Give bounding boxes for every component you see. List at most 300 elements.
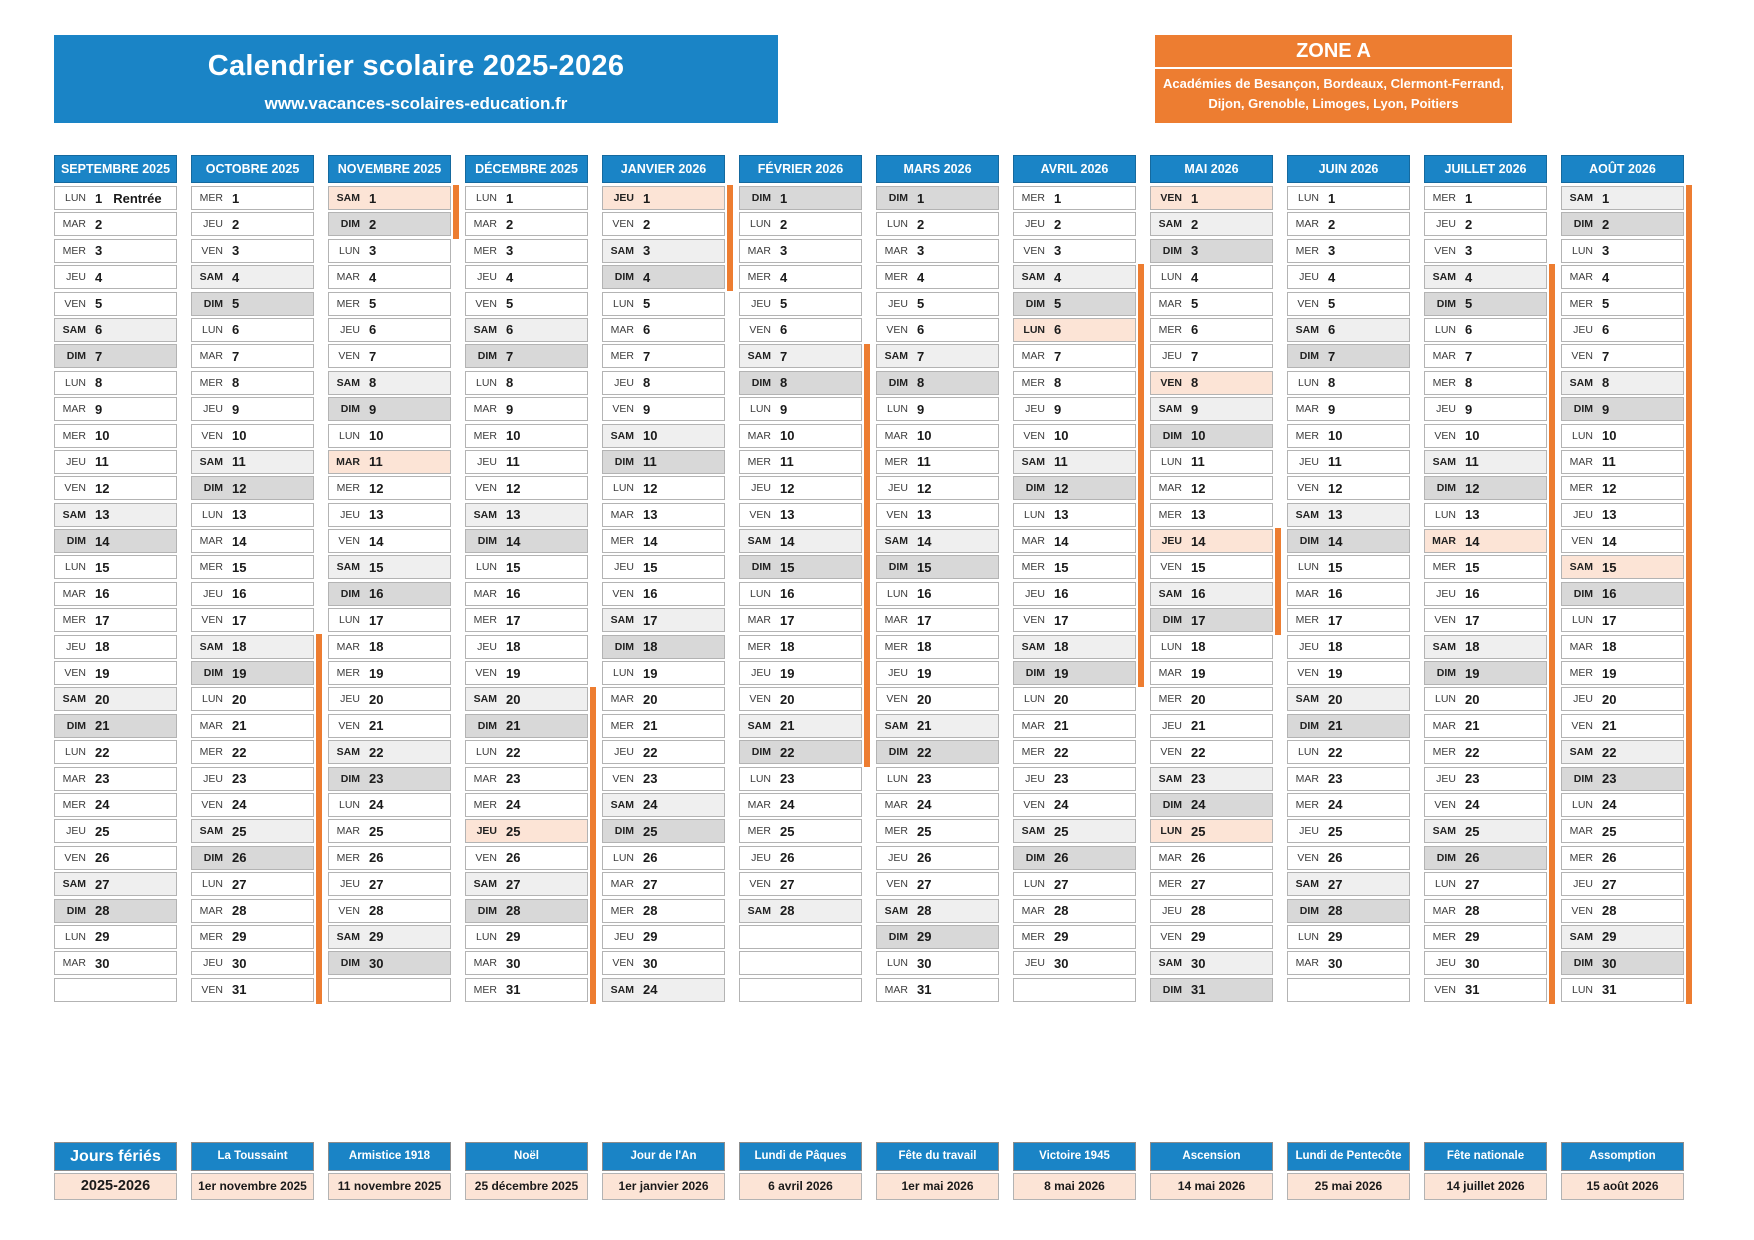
day-number: 17 xyxy=(506,612,521,628)
day-cell xyxy=(602,714,725,738)
day-abbrev: VEN xyxy=(64,667,86,680)
day-abbrev: SAM xyxy=(1432,640,1456,653)
day-number: 1 xyxy=(780,190,788,206)
day-cell xyxy=(1561,186,1684,210)
day-abbrev: MER xyxy=(1158,323,1182,336)
day-cell xyxy=(602,397,725,421)
day-number: 12 xyxy=(506,480,521,496)
day-number: 23 xyxy=(1602,771,1617,787)
day-number: 4 xyxy=(1054,269,1062,285)
day-abbrev: DIM xyxy=(614,455,634,468)
day-cell xyxy=(1561,265,1684,289)
holidays-title-block xyxy=(54,1142,177,1200)
day-abbrev: LUN xyxy=(749,772,771,785)
day-number: 3 xyxy=(1602,243,1610,259)
day-number: 23 xyxy=(1054,771,1069,787)
day-abbrev: MER xyxy=(1158,693,1182,706)
day-cell xyxy=(328,476,451,500)
day-cell xyxy=(328,872,451,896)
day-abbrev: LUN xyxy=(338,614,360,627)
day-abbrev: DIM xyxy=(888,376,908,389)
day-abbrev: MER xyxy=(1021,192,1045,204)
day-cell xyxy=(1013,555,1136,579)
day-abbrev: VEN xyxy=(1434,244,1456,257)
day-abbrev: JEU xyxy=(1162,350,1182,363)
day-number: 1 xyxy=(1465,190,1473,206)
day-cell xyxy=(739,661,862,685)
rentree-note: Rentrée xyxy=(113,190,162,206)
day-cell xyxy=(1287,292,1410,316)
day-abbrev: VEN xyxy=(1160,561,1182,574)
day-number: 5 xyxy=(1328,296,1336,312)
day-abbrev: LUN xyxy=(338,429,360,442)
holiday-date: 25 mai 2026 xyxy=(1287,1173,1410,1200)
month-column xyxy=(328,155,451,1004)
day-number: 15 xyxy=(95,559,110,575)
day-abbrev: LUN xyxy=(1023,508,1045,521)
day-number: 17 xyxy=(917,612,932,628)
day-abbrev: SAM xyxy=(336,561,360,574)
day-cell xyxy=(1287,529,1410,553)
empty-cell xyxy=(1287,978,1410,1002)
holiday-block xyxy=(1424,1142,1547,1200)
day-abbrev: MER xyxy=(199,192,223,204)
day-abbrev: LUN xyxy=(64,746,86,759)
day-cell xyxy=(1150,397,1273,421)
holiday-block xyxy=(876,1142,999,1200)
day-abbrev: MER xyxy=(884,455,908,468)
day-number: 19 xyxy=(1465,665,1480,681)
day-cell xyxy=(1424,555,1547,579)
day-abbrev: MER xyxy=(473,244,497,257)
day-cell xyxy=(1561,714,1684,738)
day-number: 6 xyxy=(95,322,103,338)
day-number: 22 xyxy=(1191,744,1206,760)
day-cell xyxy=(1424,344,1547,368)
day-number: 18 xyxy=(780,639,795,655)
day-cell xyxy=(1150,978,1273,1002)
day-cell xyxy=(191,318,314,342)
holiday-date: 15 août 2026 xyxy=(1561,1173,1684,1200)
day-abbrev: DIM xyxy=(477,535,497,548)
day-number: 29 xyxy=(917,929,932,945)
day-abbrev: DIM xyxy=(614,271,634,284)
day-number: 20 xyxy=(95,691,110,707)
day-cell xyxy=(1424,687,1547,711)
day-number: 6 xyxy=(1328,322,1336,338)
day-abbrev: SAM xyxy=(884,535,908,548)
day-number: 16 xyxy=(917,586,932,602)
day-cell xyxy=(602,687,725,711)
day-abbrev: LUN xyxy=(201,693,223,706)
day-cell xyxy=(602,819,725,843)
day-cell xyxy=(1424,740,1547,764)
day-number: 14 xyxy=(1191,533,1206,549)
day-number: 3 xyxy=(643,243,651,259)
day-number: 1 xyxy=(1602,190,1610,206)
day-cell xyxy=(1150,740,1273,764)
day-cell xyxy=(1013,450,1136,474)
day-abbrev: LUN xyxy=(886,957,908,970)
day-number: 30 xyxy=(95,955,110,971)
day-number: 4 xyxy=(1602,269,1610,285)
day-cell xyxy=(739,503,862,527)
day-abbrev: MAR xyxy=(62,403,86,416)
holiday-name: La Toussaint xyxy=(191,1142,314,1171)
day-cell xyxy=(1150,371,1273,395)
day-number: 5 xyxy=(1602,296,1610,312)
day-cell xyxy=(1287,635,1410,659)
day-cell xyxy=(1561,661,1684,685)
day-abbrev: VEN xyxy=(612,587,634,600)
day-abbrev: SAM xyxy=(199,825,223,838)
day-cell xyxy=(739,397,862,421)
day-number: 28 xyxy=(1328,903,1343,919)
day-cell xyxy=(54,819,177,843)
day-cell xyxy=(739,265,862,289)
day-cell xyxy=(191,872,314,896)
holiday-block xyxy=(1013,1142,1136,1200)
day-abbrev: DIM xyxy=(614,640,634,653)
day-abbrev: MAR xyxy=(473,403,497,416)
day-number: 9 xyxy=(95,401,103,417)
day-cell xyxy=(739,767,862,791)
day-cell xyxy=(876,740,999,764)
day-number: 13 xyxy=(369,507,384,523)
day-cell xyxy=(1561,555,1684,579)
day-cell xyxy=(739,476,862,500)
day-cell xyxy=(1287,424,1410,448)
day-number: 5 xyxy=(643,296,651,312)
day-number: 12 xyxy=(1602,480,1617,496)
day-cell xyxy=(465,503,588,527)
day-number: 30 xyxy=(506,955,521,971)
day-number: 30 xyxy=(917,955,932,971)
day-cell xyxy=(465,529,588,553)
day-number: 11 xyxy=(643,454,657,470)
day-number: 31 xyxy=(1602,982,1617,998)
day-number: 6 xyxy=(1191,322,1199,338)
day-abbrev: DIM xyxy=(66,535,86,548)
day-cell xyxy=(1013,529,1136,553)
day-number: 26 xyxy=(1602,850,1617,866)
holiday-date: 25 décembre 2025 xyxy=(465,1173,588,1200)
day-number: 25 xyxy=(643,823,658,839)
day-cell xyxy=(1150,476,1273,500)
day-abbrev: MAR xyxy=(1295,218,1319,231)
day-number: 14 xyxy=(506,533,521,549)
day-abbrev: LUN xyxy=(612,851,634,864)
day-cell xyxy=(739,846,862,870)
day-number: 23 xyxy=(369,771,384,787)
day-number: 3 xyxy=(95,243,103,259)
day-number: 28 xyxy=(369,903,384,919)
day-abbrev: LUN xyxy=(1571,798,1593,811)
day-cell xyxy=(602,767,725,791)
day-cell xyxy=(1287,819,1410,843)
day-number: 5 xyxy=(232,296,240,312)
day-cell xyxy=(1287,740,1410,764)
day-cell xyxy=(602,951,725,975)
day-abbrev: JEU xyxy=(888,482,908,495)
day-number: 24 xyxy=(1328,797,1343,813)
day-cell xyxy=(1150,503,1273,527)
day-number: 14 xyxy=(917,533,932,549)
day-abbrev: VEN xyxy=(201,983,223,996)
holiday-name: Armistice 1918 xyxy=(328,1142,451,1171)
day-abbrev: LUN xyxy=(475,561,497,574)
day-number: 20 xyxy=(1602,691,1617,707)
day-cell xyxy=(1150,265,1273,289)
day-cell xyxy=(602,186,725,210)
day-cell xyxy=(1561,397,1684,421)
day-abbrev: MER xyxy=(610,350,634,363)
day-abbrev: MAR xyxy=(610,878,634,891)
day-cell xyxy=(1287,318,1410,342)
day-abbrev: JEU xyxy=(1299,271,1319,284)
day-abbrev: SAM xyxy=(473,508,497,521)
day-cell xyxy=(54,555,177,579)
day-number: 26 xyxy=(95,850,110,866)
day-number: 13 xyxy=(506,507,521,523)
day-number: 14 xyxy=(369,533,384,549)
day-abbrev: MER xyxy=(1432,376,1456,389)
day-abbrev: LUN xyxy=(1434,693,1456,706)
day-number: 24 xyxy=(506,797,521,813)
day-abbrev: MAR xyxy=(1432,719,1456,732)
day-number: 28 xyxy=(1465,903,1480,919)
day-cell xyxy=(1424,265,1547,289)
day-number: 27 xyxy=(95,876,110,892)
day-abbrev: MER xyxy=(1021,376,1045,389)
day-number: 2 xyxy=(1602,216,1610,232)
day-cell xyxy=(328,239,451,263)
day-number: 22 xyxy=(1054,744,1069,760)
day-cell xyxy=(1013,951,1136,975)
day-cell xyxy=(54,846,177,870)
holiday-name: Assomption xyxy=(1561,1142,1684,1171)
day-cell xyxy=(191,292,314,316)
day-number: 6 xyxy=(232,322,240,338)
day-cell xyxy=(1424,714,1547,738)
day-number: 10 xyxy=(780,428,795,444)
day-cell xyxy=(1561,793,1684,817)
day-abbrev: JEU xyxy=(888,667,908,680)
day-abbrev: LUN xyxy=(1160,640,1182,653)
empty-cell xyxy=(1013,978,1136,1002)
day-abbrev: SAM xyxy=(1569,192,1593,204)
day-cell xyxy=(1424,318,1547,342)
day-cell xyxy=(602,239,725,263)
day-number: 16 xyxy=(1328,586,1343,602)
day-number: 19 xyxy=(1602,665,1617,681)
day-cell xyxy=(602,793,725,817)
day-abbrev: SAM xyxy=(610,429,634,442)
day-number: 24 xyxy=(1054,797,1069,813)
day-cell xyxy=(54,318,177,342)
day-number: 27 xyxy=(917,876,932,892)
day-number: 5 xyxy=(1191,296,1199,312)
day-cell xyxy=(739,687,862,711)
day-number: 29 xyxy=(643,929,658,945)
day-number: 12 xyxy=(95,480,110,496)
day-abbrev: DIM xyxy=(66,719,86,732)
day-abbrev: SAM xyxy=(1021,640,1045,653)
day-number: 20 xyxy=(1054,691,1069,707)
day-number: 17 xyxy=(1191,612,1206,628)
day-cell xyxy=(1150,555,1273,579)
day-cell xyxy=(1013,793,1136,817)
day-cell xyxy=(191,608,314,632)
day-number: 14 xyxy=(780,533,795,549)
day-cell xyxy=(191,635,314,659)
day-cell xyxy=(328,424,451,448)
day-number: 21 xyxy=(1054,718,1069,734)
day-cell xyxy=(54,714,177,738)
day-number: 17 xyxy=(780,612,795,628)
day-number: 29 xyxy=(232,929,247,945)
day-number: 6 xyxy=(369,322,377,338)
day-cell xyxy=(191,212,314,236)
day-number: 8 xyxy=(232,375,240,391)
month-header: JANVIER 2026 xyxy=(602,155,725,183)
day-abbrev: MAR xyxy=(1295,957,1319,970)
day-cell xyxy=(191,951,314,975)
day-number: 20 xyxy=(917,691,932,707)
day-cell xyxy=(1013,397,1136,421)
day-cell xyxy=(54,608,177,632)
day-number: 25 xyxy=(917,823,932,839)
day-abbrev: DIM xyxy=(340,403,360,416)
month-column xyxy=(1150,155,1273,1004)
day-number: 23 xyxy=(95,771,110,787)
day-abbrev: JEU xyxy=(1162,904,1182,917)
day-number: 8 xyxy=(1054,375,1062,391)
day-abbrev: VEN xyxy=(1571,719,1593,732)
day-abbrev: MER xyxy=(1158,878,1182,891)
day-abbrev: JEU xyxy=(203,587,223,600)
day-number: 15 xyxy=(1328,559,1343,575)
day-number: 13 xyxy=(1054,507,1069,523)
day-number: 23 xyxy=(643,771,658,787)
day-number: 16 xyxy=(95,586,110,602)
day-number: 9 xyxy=(780,401,788,417)
day-cell xyxy=(876,186,999,210)
day-cell xyxy=(1287,476,1410,500)
day-number: 21 xyxy=(1465,718,1480,734)
day-abbrev: MAR xyxy=(336,825,360,838)
day-number: 22 xyxy=(643,744,658,760)
day-number: 2 xyxy=(780,216,788,232)
day-cell xyxy=(465,212,588,236)
day-number: 19 xyxy=(1328,665,1343,681)
day-abbrev: JEU xyxy=(1299,825,1319,838)
day-number: 7 xyxy=(1054,348,1062,364)
day-cell xyxy=(602,582,725,606)
day-cell xyxy=(465,925,588,949)
day-cell xyxy=(1150,582,1273,606)
day-abbrev: DIM xyxy=(1436,667,1456,680)
day-cell xyxy=(1561,371,1684,395)
day-cell xyxy=(54,635,177,659)
day-number: 15 xyxy=(506,559,521,575)
day-number: 26 xyxy=(1328,850,1343,866)
day-number: 21 xyxy=(369,718,384,734)
day-number: 14 xyxy=(232,533,247,549)
day-cell xyxy=(328,292,451,316)
day-abbrev: DIM xyxy=(1573,218,1593,231)
day-cell xyxy=(1424,424,1547,448)
day-abbrev: JEU xyxy=(340,508,360,521)
day-abbrev: LUN xyxy=(886,403,908,416)
day-abbrev: JEU xyxy=(1436,403,1456,416)
day-number: 8 xyxy=(506,375,514,391)
day-cell xyxy=(1013,899,1136,923)
day-number: 7 xyxy=(506,348,514,364)
day-number: 8 xyxy=(917,375,925,391)
day-abbrev: DIM xyxy=(340,587,360,600)
day-number: 10 xyxy=(95,428,110,444)
day-abbrev: VEN xyxy=(1297,851,1319,864)
day-number: 22 xyxy=(1328,744,1343,760)
day-cell xyxy=(54,344,177,368)
holiday-name: Fête du travail xyxy=(876,1142,999,1171)
day-abbrev: MER xyxy=(62,798,86,811)
day-abbrev: SAM xyxy=(336,746,360,759)
day-cell xyxy=(1150,186,1273,210)
day-abbrev: SAM xyxy=(199,455,223,468)
day-abbrev: MER xyxy=(1569,851,1593,864)
day-number: 25 xyxy=(1602,823,1617,839)
day-number: 22 xyxy=(95,744,110,760)
day-cell xyxy=(1013,239,1136,263)
day-abbrev: LUN xyxy=(1297,746,1319,759)
day-number: 26 xyxy=(917,850,932,866)
day-cell xyxy=(1561,635,1684,659)
day-abbrev: LUN xyxy=(1571,244,1593,257)
day-cell xyxy=(1287,951,1410,975)
day-cell xyxy=(876,265,999,289)
day-cell xyxy=(191,344,314,368)
day-cell xyxy=(465,582,588,606)
day-abbrev: MAR xyxy=(1021,904,1045,917)
day-number: 30 xyxy=(1328,955,1343,971)
day-number: 31 xyxy=(232,982,247,998)
day-number: 4 xyxy=(95,269,103,285)
day-cell xyxy=(876,555,999,579)
day-abbrev: MER xyxy=(199,561,223,574)
day-cell xyxy=(328,529,451,553)
day-cell xyxy=(739,582,862,606)
day-abbrev: JEU xyxy=(614,561,634,574)
day-number: 3 xyxy=(1465,243,1473,259)
day-abbrev: VEN xyxy=(475,482,497,495)
day-abbrev: DIM xyxy=(1162,614,1182,627)
day-abbrev: MAR xyxy=(473,587,497,600)
day-abbrev: JEU xyxy=(1025,772,1045,785)
day-number: 23 xyxy=(780,771,795,787)
day-number: 13 xyxy=(95,507,110,523)
day-cell xyxy=(465,793,588,817)
day-number: 19 xyxy=(1054,665,1069,681)
day-abbrev: DIM xyxy=(1025,297,1045,310)
day-abbrev: MAR xyxy=(1569,271,1593,284)
day-cell xyxy=(739,714,862,738)
day-cell xyxy=(465,846,588,870)
day-number: 29 xyxy=(1191,929,1206,945)
day-abbrev: DIM xyxy=(1299,350,1319,363)
day-abbrev: VEN xyxy=(1023,429,1045,442)
